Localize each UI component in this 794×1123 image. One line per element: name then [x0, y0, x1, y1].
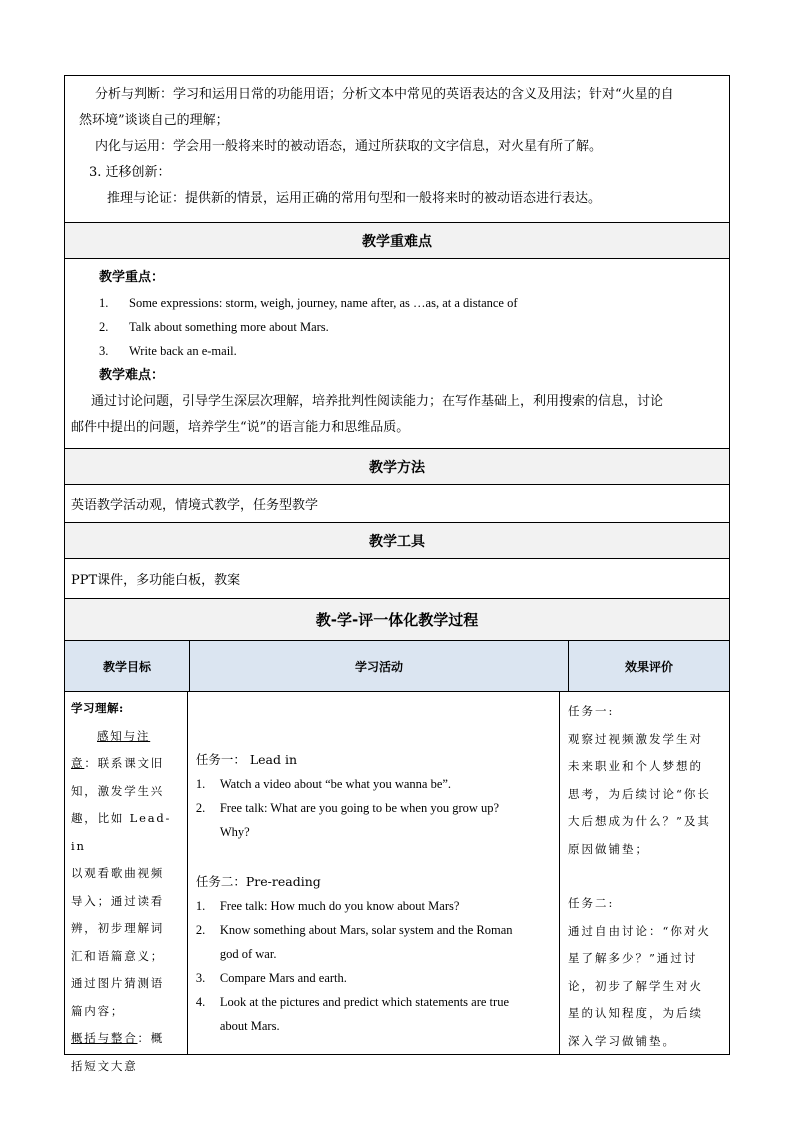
process-row: [64, 692, 730, 1073]
task-title: 任务一： Lead in: [195, 752, 298, 767]
goal-title: 学习理解:: [71, 701, 124, 715]
difficulty-label: 教学难点：: [99, 368, 165, 383]
eval-text: 思考，为后续讨论“你长: [568, 786, 711, 801]
list-item: 4. Look at the pictures and predict which statements are true: [195, 995, 509, 1009]
tools-heading: 教学工具: [64, 523, 730, 559]
goal-text: 汇和语篇意义；: [71, 948, 165, 963]
list-item: 2. Free talk: What are you going to be when you grow up?: [195, 801, 500, 815]
list-item: 2. Talk about something more about Mars.: [99, 320, 329, 334]
eval-text: 原因做铺垫；: [568, 841, 650, 856]
goal-text: 括短文大意: [71, 1058, 138, 1073]
list-item: 1. Some expressions: storm, weigh, journey, name after, as …as, at a distance of: [99, 296, 518, 310]
eval-text: 未来职业和个人梦想的: [568, 759, 704, 773]
goal-sub-label: 意: [71, 756, 85, 770]
goal-text: ：联系课文旧: [84, 756, 165, 770]
list-item: 3. Write back an e-mail.: [99, 344, 237, 358]
activity-cell: [188, 692, 560, 1054]
goal-text: 辨，初步理解词: [71, 921, 165, 935]
goal-text: ：概: [137, 1031, 165, 1045]
list-item: Why?: [219, 825, 250, 839]
lesson-plan-table: [64, 75, 730, 1073]
goal-text: 通过图片猜测语: [71, 976, 165, 990]
column-header-evaluation: 效果评价: [569, 641, 729, 691]
difficulty-text: 通过讨论问题，引导学生深层次理解，培养批判性阅读能力；在写作基础上，利用搜索的信息，讨论: [91, 394, 664, 409]
eval-text: 论，初步了解学生对火: [568, 978, 704, 993]
focus-label: 教学重点：: [99, 270, 165, 285]
goal-text: 以观看歌曲视频: [71, 866, 165, 880]
goal-text: 趣，比如 Lead-in: [71, 811, 172, 853]
goal-cell: [65, 692, 188, 1073]
list-item: 1. Watch a video about “be what you wanna be”.: [195, 777, 452, 791]
method-content: 英语教学活动观，情境式教学，任务型教学: [64, 485, 730, 523]
column-header-activity: 学习活动: [190, 641, 569, 691]
goal-text: 知，激发学生兴: [71, 783, 165, 798]
goal-sub-label: 概括与整合: [71, 1031, 138, 1045]
tools-content: PPT课件，多功能白板，教案: [64, 559, 730, 599]
eval-text: 星了解多少？”通过讨: [568, 951, 698, 965]
focus-list: [99, 291, 715, 363]
difficulty-text: 邮件中提出的问题，培养学生“说”的语言能力和思维品质。: [71, 420, 410, 435]
key-points-heading: 教学重难点: [64, 223, 730, 259]
objective-line: 内化与运用：学会用一般将来时的被动语态，通过所获取的文字信息，对火星有所了解。: [95, 139, 603, 154]
objective-line: 分析与判断：学习和运用日常的功能用语；分析文本中常见的英语表达的含义及用法；针对“火星的自: [95, 87, 674, 102]
list-item: god of war.: [219, 947, 277, 961]
objective-line: 3. 迁移创新：: [89, 165, 171, 180]
eval-text: 通过自由讨论：“你对火: [568, 923, 711, 938]
evaluation-cell: [560, 692, 729, 1054]
method-heading: 教学方法: [64, 449, 730, 485]
list-item: 3. Compare Mars and earth.: [195, 971, 347, 985]
goal-text: 导入；通过读看: [71, 893, 165, 908]
list-item: 2. Know something about Mars, solar system and the Roman: [195, 923, 513, 937]
list-item: 1. Free talk: How much do you know about Mars?: [195, 899, 460, 913]
eval-title: 任务二:: [568, 896, 615, 910]
objective-line: 然环境”谈谈自己的理解；: [79, 113, 229, 128]
process-column-headers: [64, 641, 730, 692]
eval-text: 深入学习做铺垫。: [568, 1033, 677, 1048]
task-title: 任务二：Pre-reading: [195, 874, 321, 889]
key-points-cell: [64, 259, 730, 449]
objectives-cell: [64, 75, 730, 223]
goal-sub-label: 感知与注: [97, 728, 151, 743]
eval-title: 任务一:: [568, 704, 615, 718]
column-header-goal: 教学目标: [65, 641, 190, 691]
goal-text: 篇内容；: [71, 1003, 125, 1018]
list-item: about Mars.: [219, 1019, 280, 1033]
eval-text: 观察过视频激发学生对: [568, 731, 704, 746]
objective-line: 推理与论证：提供新的情景，运用正确的常用句型和一般将来时的被动语态进行表达。: [107, 191, 602, 206]
eval-text: 大后想成为什么？”及其: [568, 814, 711, 828]
process-heading: 教-学-评一体化教学过程: [64, 599, 730, 641]
eval-text: 星的认知程度，为后续: [568, 1006, 704, 1020]
